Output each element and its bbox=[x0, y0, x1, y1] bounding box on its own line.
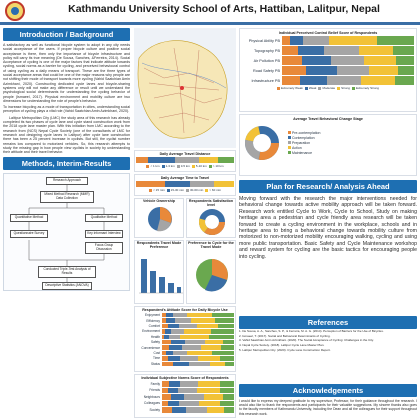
references-heading: References bbox=[239, 316, 417, 329]
attitude-bar-segment bbox=[180, 356, 198, 360]
time-chart-panel bbox=[134, 174, 236, 196]
control-bar-segment bbox=[303, 36, 329, 45]
attitude-bar-segment bbox=[201, 345, 221, 349]
scale-legend-item bbox=[277, 86, 303, 90]
social-bar-segment bbox=[178, 388, 197, 394]
distance-legend-label: 1-3 km bbox=[165, 164, 175, 168]
stage-chart bbox=[242, 123, 414, 163]
ack-heading: Acknowledgements bbox=[239, 384, 417, 397]
stage-legend-label: Preparation bbox=[292, 140, 311, 145]
methods-flowchart bbox=[3, 173, 130, 291]
attitude-bar-segment bbox=[173, 313, 187, 317]
attitude-row bbox=[136, 351, 234, 355]
flow-descriptive: Descriptive Statistics (ANOVA) bbox=[42, 282, 92, 290]
attitude-row-label: Health bbox=[150, 334, 160, 339]
column-left bbox=[3, 28, 130, 418]
time-legend-item bbox=[167, 188, 184, 192]
attitude-row bbox=[136, 335, 234, 339]
attitude-row-label: Time bbox=[153, 356, 160, 361]
control-bar-segment bbox=[393, 46, 414, 55]
attitude-bar-segment bbox=[162, 362, 173, 366]
attitude-bar-segment bbox=[171, 329, 184, 333]
social-row-label: Family bbox=[150, 381, 160, 386]
attitude-row bbox=[136, 362, 234, 366]
control-row bbox=[242, 36, 414, 45]
time-segment bbox=[136, 181, 165, 187]
attitude-bar-segment bbox=[162, 340, 171, 344]
social-bar-segment bbox=[168, 388, 178, 394]
time-segment bbox=[190, 181, 215, 187]
attitude-row-label: Cost bbox=[153, 350, 160, 355]
attitude-bar-segment bbox=[209, 335, 234, 339]
control-panel bbox=[239, 28, 417, 112]
intro-heading: Introduction / Background bbox=[3, 28, 130, 41]
attitude-row-label: Safety bbox=[150, 340, 160, 345]
logo-emblem bbox=[11, 7, 19, 15]
social-bar-segment bbox=[186, 407, 206, 413]
distance-legend-swatch bbox=[209, 165, 212, 168]
time-legend-item bbox=[205, 188, 221, 192]
time-legend-swatch bbox=[149, 189, 152, 192]
social-bar-segment bbox=[224, 407, 234, 413]
attitude-bar-segment bbox=[173, 351, 187, 355]
control-bar-segment bbox=[364, 56, 396, 65]
scale-legend-label: Strong bbox=[341, 86, 350, 90]
ack-text: I would like to express my deepest gratitude to my supervisor, Professor, for their guidance throughout the research. I would also like to thank the respondents and participants for their valuable suggestions. My sincere thanks also goes to the faculty members of Kathmandu University, including the Dean and all the colleagues for their support throughout this research work. bbox=[239, 399, 417, 416]
time-legend-label: 30-60 min bbox=[190, 188, 204, 192]
column-middle bbox=[134, 28, 236, 418]
attitude-bar-segment bbox=[171, 340, 185, 344]
control-chart bbox=[242, 36, 414, 85]
flow-research-approach: Research Approach bbox=[46, 177, 88, 185]
stage-legend-label: Maintenance bbox=[292, 150, 313, 155]
attitude-bar-segment bbox=[220, 356, 234, 360]
distance-legend bbox=[136, 164, 234, 168]
time-segment bbox=[165, 181, 190, 187]
attitude-bar-segment bbox=[187, 351, 212, 355]
attitude-bar-segment bbox=[215, 318, 234, 322]
attitude-row-label: Convenience bbox=[141, 345, 160, 350]
social-bar-segment bbox=[171, 394, 184, 400]
intro-paragraph-2: To increase bicycling as a mode of transportation in cities, understanding social perception of cycling plays a vital role (Vahid Saatchian Amin Azimkhani, 2020). bbox=[3, 105, 130, 114]
social-bar-segment bbox=[204, 394, 223, 400]
attitude-chart bbox=[136, 313, 234, 366]
attitude-row-label: Status bbox=[150, 361, 160, 366]
social-row bbox=[136, 401, 234, 407]
plan-heading: Plan for Research/ Analysis Ahead bbox=[239, 180, 417, 193]
attitude-bar-segment bbox=[218, 324, 234, 328]
time-legend-item bbox=[149, 188, 165, 192]
satisfaction-panel bbox=[186, 198, 236, 238]
satisfaction-donut bbox=[187, 207, 237, 237]
attitude-row bbox=[136, 340, 234, 344]
stage-legend-swatch bbox=[288, 151, 291, 154]
time-stacked-bar bbox=[136, 181, 234, 187]
control-bar-segment bbox=[361, 76, 395, 85]
poster-title: Kathmandu University School of Arts, Hattiban, Lalitpur, Nepal bbox=[68, 3, 380, 15]
social-chart bbox=[136, 381, 234, 413]
control-bar-segment bbox=[359, 46, 393, 55]
control-bar-segment bbox=[282, 76, 300, 85]
time-legend-swatch bbox=[167, 189, 170, 192]
attitude-bar-segment bbox=[166, 351, 173, 355]
flow-key-informant: Key Informant Interview bbox=[85, 230, 123, 238]
scale-legend-label: Extremely Weak bbox=[281, 86, 303, 90]
attitude-row bbox=[136, 329, 234, 333]
scale-legend-item bbox=[352, 86, 379, 90]
time-legend-swatch bbox=[186, 189, 189, 192]
satisfaction-title: Respondents Satisfaction level bbox=[188, 199, 234, 207]
control-row-label: Road Safety PB bbox=[252, 68, 280, 73]
time-chart-title: Daily Average Time to Travel bbox=[160, 176, 210, 180]
attitude-bar-segment bbox=[166, 313, 173, 317]
attitude-bar-segment bbox=[175, 318, 191, 322]
scale-legend-label: Moderate bbox=[322, 86, 336, 90]
attitude-bar-segment bbox=[180, 335, 209, 339]
study-map bbox=[134, 28, 236, 148]
ownership-title: Vehicle Ownership bbox=[143, 199, 175, 203]
social-row-label: Friends bbox=[149, 388, 160, 393]
time-legend-label: < 15 min bbox=[153, 188, 165, 192]
ownership-pie bbox=[135, 203, 185, 235]
control-row-label: Infrastructure PB bbox=[251, 78, 280, 83]
distance-legend-label: 3-5 km bbox=[180, 164, 190, 168]
control-bar-segment bbox=[290, 36, 303, 45]
distance-legend-swatch bbox=[192, 165, 195, 168]
social-bar-segment bbox=[168, 401, 179, 407]
distance-segment bbox=[218, 157, 234, 163]
flow-focus-group: Focus Group Discussion bbox=[85, 242, 123, 254]
distance-segment bbox=[199, 157, 219, 163]
control-bar-segment bbox=[337, 66, 369, 75]
plan-text: Moving forward with the research the major interventions needed for behavioral change towards active mobility approach will be taken forward. Research work entitled Cycle to Work, Cycle to School, Study on making heritage area a pedestrian and cycle friendly area research will be taken forward to create a cycling environment in the workplace, schools and in heritage area to bring a behavioral change towards mobility culture from motorized to non-motorized mobility encouraging walking, cycling and using more public transportation. Basic Safety and Cycle Maintenance workshop and reward system for cycling are the basic tactics for encouraging people into cycling. bbox=[239, 196, 417, 260]
mode-title: Respondents Travel Mode Preference bbox=[136, 241, 182, 249]
control-row bbox=[242, 46, 414, 55]
control-row-label: Topography PB bbox=[254, 48, 280, 53]
control-bar-segment bbox=[282, 36, 290, 45]
social-panel bbox=[134, 374, 236, 418]
attitude-row bbox=[136, 324, 234, 328]
social-row bbox=[136, 381, 234, 387]
stage-title: Average Travel Behavioral Change Stage bbox=[293, 117, 363, 121]
social-bar-segment bbox=[162, 394, 171, 400]
attitude-bar-segment bbox=[211, 329, 234, 333]
attitude-row bbox=[136, 356, 234, 360]
reference-item: 2. Ismaeel, T. (2017). Social and Behavioral Determinants of Cycling. bbox=[239, 333, 331, 338]
social-bar-segment bbox=[172, 407, 186, 413]
scale-legend-label: Weak bbox=[308, 86, 317, 90]
intro-paragraph-3: Lalitpur Metropolitan City (LMC) the study area of this research has already completed its two phases of cycle lane and cycle stand construction work from the 2018 cycle lane master plan. With this initiation from LMC according to the research from (NCS) Nepal Cycle Society (one of the consultants of LMC for research and designing cycle lanes in Lalitpur) after cycle lane construction there has been a 25 percent increase in cyclists. But still, the cyclist number remains low compared to motorized vehicles. So, this research attempts to study the missing gap in how people view cyclists in society by understanding their attitude and their travel behavior. bbox=[3, 115, 130, 155]
attitude-row-label: Enjoyment bbox=[144, 313, 160, 318]
reference-item: 3. Vahid Saatchian Amin Azimkhani. (2020). The Social Acceptance of Cycling: Challenges in the City. bbox=[239, 338, 374, 343]
scale-legend-item bbox=[305, 86, 317, 90]
distance-segment bbox=[175, 157, 199, 163]
distance-legend-swatch bbox=[162, 165, 165, 168]
scale-legend bbox=[242, 86, 414, 90]
attitude-bar-segment bbox=[191, 318, 215, 322]
flow-triple-test: Conducted Triple-Test Analysis of Results bbox=[38, 266, 96, 278]
scale-legend-swatch bbox=[305, 87, 308, 90]
social-bar-segment bbox=[220, 381, 234, 387]
attitude-panel bbox=[134, 306, 236, 372]
control-bar-segment bbox=[395, 76, 413, 85]
attitude-bar-segment bbox=[169, 345, 182, 349]
social-bar-segment bbox=[220, 388, 234, 394]
attitude-bar-segment bbox=[168, 324, 179, 328]
mode-bars bbox=[135, 249, 185, 299]
reference-item: 4. Nepal Cycle Society. (2018). Lalitpur Cycle Lane Master Plan. bbox=[239, 343, 325, 348]
attitude-bar-segment bbox=[184, 329, 211, 333]
attitude-bar-segment bbox=[189, 362, 211, 366]
distance-legend-item bbox=[162, 164, 175, 168]
control-bar-segment bbox=[396, 56, 414, 65]
flow-questionnaire: Questionnaire Survey bbox=[10, 230, 48, 238]
stage-legend-label: Contemplation bbox=[292, 135, 315, 140]
social-title: Individual Subjective Norms Score of Respondents bbox=[141, 376, 229, 380]
attitude-bar-segment bbox=[197, 324, 219, 328]
social-bar-segment bbox=[197, 388, 220, 394]
time-legend-swatch bbox=[205, 189, 208, 192]
flow-qualitative: Qualitative Method bbox=[85, 214, 123, 222]
control-bar-segment bbox=[302, 56, 331, 65]
attitude-bar-segment bbox=[166, 318, 175, 322]
time-legend-item bbox=[186, 188, 203, 192]
social-bar-segment bbox=[169, 381, 180, 387]
scale-legend-item bbox=[318, 86, 335, 90]
stage-panel bbox=[239, 114, 417, 176]
attitude-bar-segment bbox=[212, 313, 234, 317]
distance-chart-title: Daily Average Travel Distance bbox=[159, 152, 211, 156]
social-bar-segment bbox=[184, 394, 204, 400]
social-bar-segment bbox=[179, 401, 198, 407]
distance-segment bbox=[148, 157, 175, 163]
distance-stacked-bar bbox=[136, 157, 234, 163]
control-bar-segment bbox=[306, 66, 338, 75]
time-legend-label: 15-30 min bbox=[170, 188, 184, 192]
poster-header bbox=[0, 0, 420, 22]
social-row bbox=[136, 407, 234, 413]
attitude-bar-segment bbox=[223, 340, 234, 344]
attitude-bar-segment bbox=[185, 340, 205, 344]
scale-legend-item bbox=[337, 86, 350, 90]
stage-legend-item bbox=[288, 151, 320, 156]
intro-paragraph-1: A satisfactory as well as functional bicycle system to adopt in any city needs social acceptance of the users. If proper bicycle culture and positive social acceptance is there, then only the importance of bicycle infrastructure and policy will carry its true meaning (De Sousa, Sanches, &Ferreira, 2014). Social Acceptance of cycling is one of the major factors that indicate attitude towards cycling, social norms as a barrier for cycling, and perceived behavioural control of using cycling as a daily means of transport. These are the three types of social acceptance areas that could be one of the major reasons why people are not shifting their mode of transport towards more cycling (Vahid Saatchian Amin Azimkhani, 2020). Constructing dedicated cycle lanes and bicycle-sharing systems only will not make any difference or result until we understand the psychological social determinants for understanding the cycling behavior of people (Ismaeel, 2017). Physical environment and mobility culture are two dimensions for understanding the role of people's behavior. bbox=[3, 43, 130, 103]
control-bar-segment bbox=[377, 36, 414, 45]
attitude-bar-segment bbox=[173, 362, 189, 366]
control-title: Individual Perceived Control Belief Score of Respondents bbox=[278, 31, 378, 35]
control-bar-segment bbox=[300, 76, 326, 85]
social-bar-segment bbox=[220, 401, 234, 407]
time-segment bbox=[214, 181, 234, 187]
social-row-label: Society bbox=[149, 407, 160, 412]
time-legend-label: > 60 min bbox=[209, 188, 221, 192]
attitude-row-label: Comfort bbox=[148, 323, 160, 328]
control-row bbox=[242, 66, 414, 75]
attitude-bar-segment bbox=[168, 356, 180, 360]
control-bar-segment bbox=[331, 56, 364, 65]
distance-legend-label: > 10 km bbox=[212, 164, 224, 168]
stage-legend-label: Pre-contemplation bbox=[292, 130, 321, 135]
flow-mixed-method: Mixed Method Research (MMR) Data Collection bbox=[40, 191, 94, 203]
reference-item: 5. Lalitpur Metropolitan City. (2020). Cycle Lane Construction Report. bbox=[239, 347, 331, 352]
distance-segment bbox=[136, 157, 148, 163]
social-row bbox=[136, 394, 234, 400]
attitude-row-label: Environment bbox=[142, 329, 160, 334]
social-row-label: Neighbours bbox=[143, 394, 160, 399]
study-area-map bbox=[134, 28, 236, 148]
distance-legend-label: 5-10 km bbox=[195, 164, 207, 168]
social-bar-segment bbox=[207, 407, 224, 413]
control-bar-segment bbox=[298, 46, 324, 55]
flow-quantitative: Quantitative Method bbox=[10, 214, 48, 222]
scale-legend-swatch bbox=[277, 87, 280, 90]
control-bar-segment bbox=[324, 46, 358, 55]
scale-legend-swatch bbox=[352, 87, 355, 90]
control-row bbox=[242, 76, 414, 85]
distance-legend-swatch bbox=[177, 165, 180, 168]
attitude-row bbox=[136, 345, 234, 349]
preference-title: Preference to Cycle for the Travel Mode bbox=[188, 241, 234, 249]
reference-item: 1. De Sousa, A. A., Sanches, S. P., & Ferreira, M. A. G. (2014). Perception of Barriers for the Use of Bicycles. bbox=[239, 329, 384, 333]
stage-legend-swatch bbox=[288, 136, 291, 139]
column-right bbox=[239, 28, 417, 418]
attitude-bar-segment bbox=[198, 356, 220, 360]
control-bar-segment bbox=[282, 66, 306, 75]
stage-legend-swatch bbox=[288, 131, 291, 134]
stage-legend-swatch bbox=[288, 146, 291, 149]
attitude-bar-segment bbox=[205, 340, 223, 344]
distance-legend-item bbox=[209, 164, 224, 168]
scale-legend-swatch bbox=[318, 87, 321, 90]
attitude-bar-segment bbox=[182, 345, 201, 349]
attitude-title: Respondent's Attitude Score for Daily Bicycle Use bbox=[142, 308, 228, 312]
social-bar-segment bbox=[162, 381, 169, 387]
social-bar-segment bbox=[198, 381, 220, 387]
social-bar-segment bbox=[180, 381, 198, 387]
attitude-row bbox=[136, 313, 234, 317]
preference-panel bbox=[186, 240, 236, 304]
preference-pie bbox=[187, 249, 237, 301]
attitude-bar-segment bbox=[210, 362, 224, 366]
stage-legend-swatch bbox=[288, 141, 291, 144]
stage-donut bbox=[242, 123, 282, 163]
social-bar-segment bbox=[223, 394, 234, 400]
distance-chart-panel bbox=[134, 150, 236, 172]
mode-panel bbox=[134, 240, 184, 304]
social-bar-segment bbox=[162, 407, 172, 413]
attitude-bar-segment bbox=[225, 362, 234, 366]
control-bar-segment bbox=[327, 76, 361, 85]
references-list bbox=[239, 329, 417, 353]
control-row-label: Air Pollution PB bbox=[253, 58, 280, 63]
ownership-panel bbox=[134, 198, 184, 238]
scale-legend-label: Extremely Strong bbox=[355, 86, 379, 90]
attitude-row bbox=[136, 318, 234, 322]
attitude-bar-segment bbox=[187, 313, 212, 317]
distance-legend-item bbox=[192, 164, 207, 168]
distance-legend-label: < 1 km bbox=[150, 164, 160, 168]
control-bar-segment bbox=[398, 66, 414, 75]
social-bar-segment bbox=[199, 401, 221, 407]
attitude-bar-segment bbox=[179, 324, 197, 328]
distance-legend-item bbox=[146, 164, 159, 168]
control-row bbox=[242, 56, 414, 65]
control-bar-segment bbox=[282, 56, 302, 65]
scale-legend-swatch bbox=[337, 87, 340, 90]
control-row-label: Physical Ability PB bbox=[248, 38, 280, 43]
attitude-bar-segment bbox=[212, 351, 234, 355]
stage-legend bbox=[288, 131, 320, 156]
title-divider bbox=[0, 22, 420, 25]
attitude-row-label: Efficiency bbox=[146, 318, 160, 323]
attitude-bar-segment bbox=[169, 335, 180, 339]
attitude-bar-segment bbox=[162, 345, 169, 349]
control-bar-segment bbox=[329, 36, 377, 45]
university-logo bbox=[5, 1, 25, 21]
social-row-label: Colleagues bbox=[144, 401, 160, 406]
methods-heading: Methods, Interim-Results bbox=[3, 157, 130, 170]
time-legend bbox=[136, 188, 234, 192]
attitude-bar-segment bbox=[221, 345, 234, 349]
social-row bbox=[136, 388, 234, 394]
control-bar-segment bbox=[369, 66, 398, 75]
stage-legend-label: Action bbox=[292, 145, 302, 150]
control-bar-segment bbox=[282, 46, 298, 55]
distance-legend-item bbox=[177, 164, 190, 168]
